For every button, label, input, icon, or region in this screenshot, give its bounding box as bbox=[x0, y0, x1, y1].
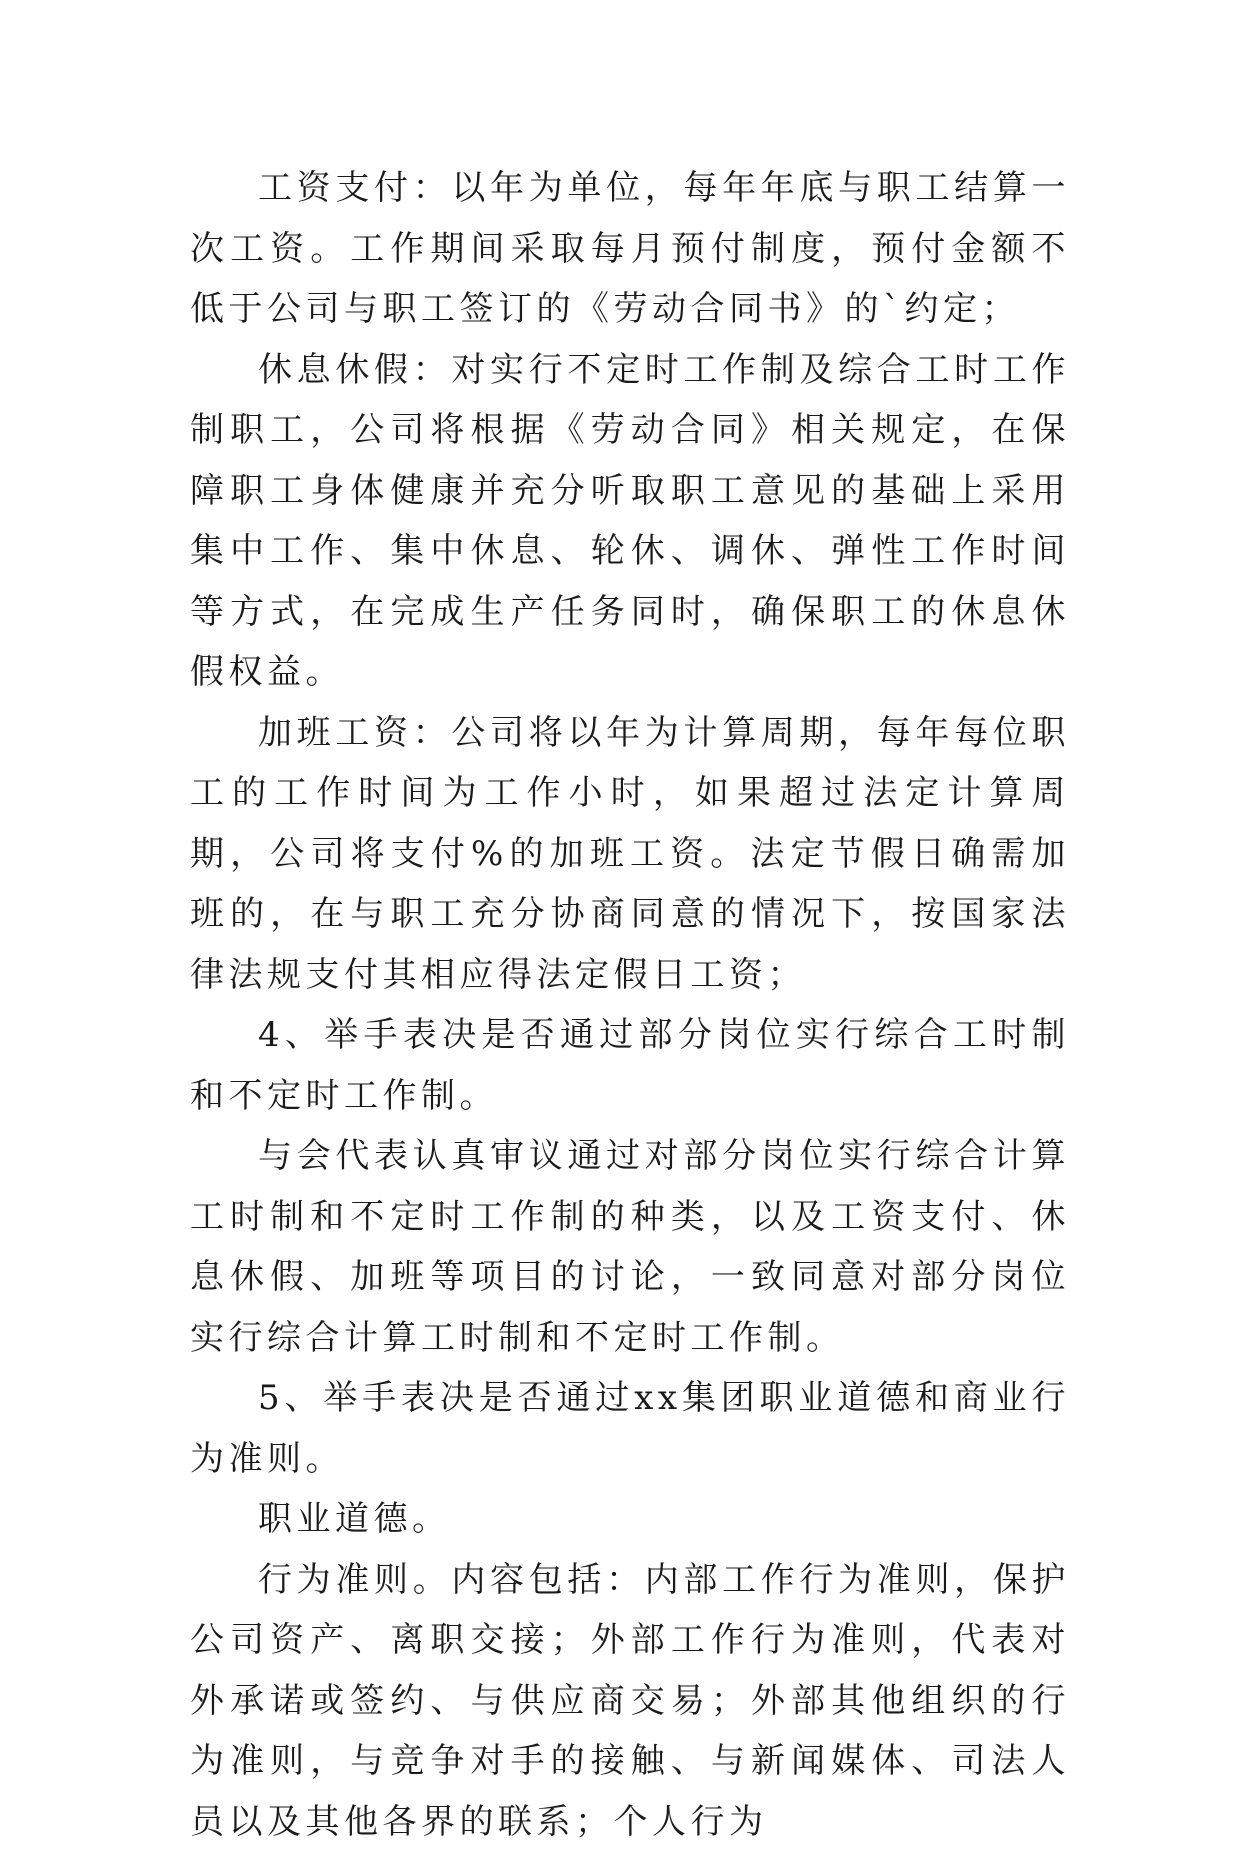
paragraph-code-of-conduct: 行为准则。内容包括：内部工作行为准则，保护公司资产、离职交接；外部工作行为准则，代表对外承诺或签约、与供应商交易；外部其他组织的行为准则，与竞争对手的接触、与新闻媒体、司法人员以及其他各界的联系；个人行为 bbox=[190, 1550, 1070, 1852]
paragraph-wage-payment: 工资支付：以年为单位，每年年底与职工结算一次工资。工作期间采取每月预付制度，预付金额不低于公司与职工签订的《劳动合同书》的`约定； bbox=[190, 158, 1070, 340]
paragraph-rest-leave: 休息休假：对实行不定时工作制及综合工时工作制职工，公司将根据《劳动合同》相关规定，在保障职工身体健康并充分听取职工意见的基础上采用集中工作、集中休息、轮休、调休、弹性工作时间等方式，在完成生产任务同时，确保职工的休息休假权益。 bbox=[190, 340, 1070, 703]
document-body bbox=[190, 158, 1070, 1852]
paragraph-review-result: 与会代表认真审议通过对部分岗位实行综合计算工时制和不定时工作制的种类，以及工资支付、休息休假、加班等项目的讨论，一致同意对部分岗位实行综合计算工时制和不定时工作制。 bbox=[190, 1126, 1070, 1368]
paragraph-overtime-wage: 加班工资：公司将以年为计算周期，每年每位职工的工作时间为工作小时，如果超过法定计算周期，公司将支付%的加班工资。法定节假日确需加班的，在与职工充分协商同意的情况下，按国家法律法规支付其相应得法定假日工资； bbox=[190, 703, 1070, 1006]
paragraph-professional-ethics: 职业道德。 bbox=[190, 1489, 1070, 1550]
paragraph-item-4: 4、举手表决是否通过部分岗位实行综合工时制和不定时工作制。 bbox=[190, 1005, 1070, 1126]
paragraph-item-5: 5、举手表决是否通过xx集团职业道德和商业行为准则。 bbox=[190, 1368, 1070, 1489]
